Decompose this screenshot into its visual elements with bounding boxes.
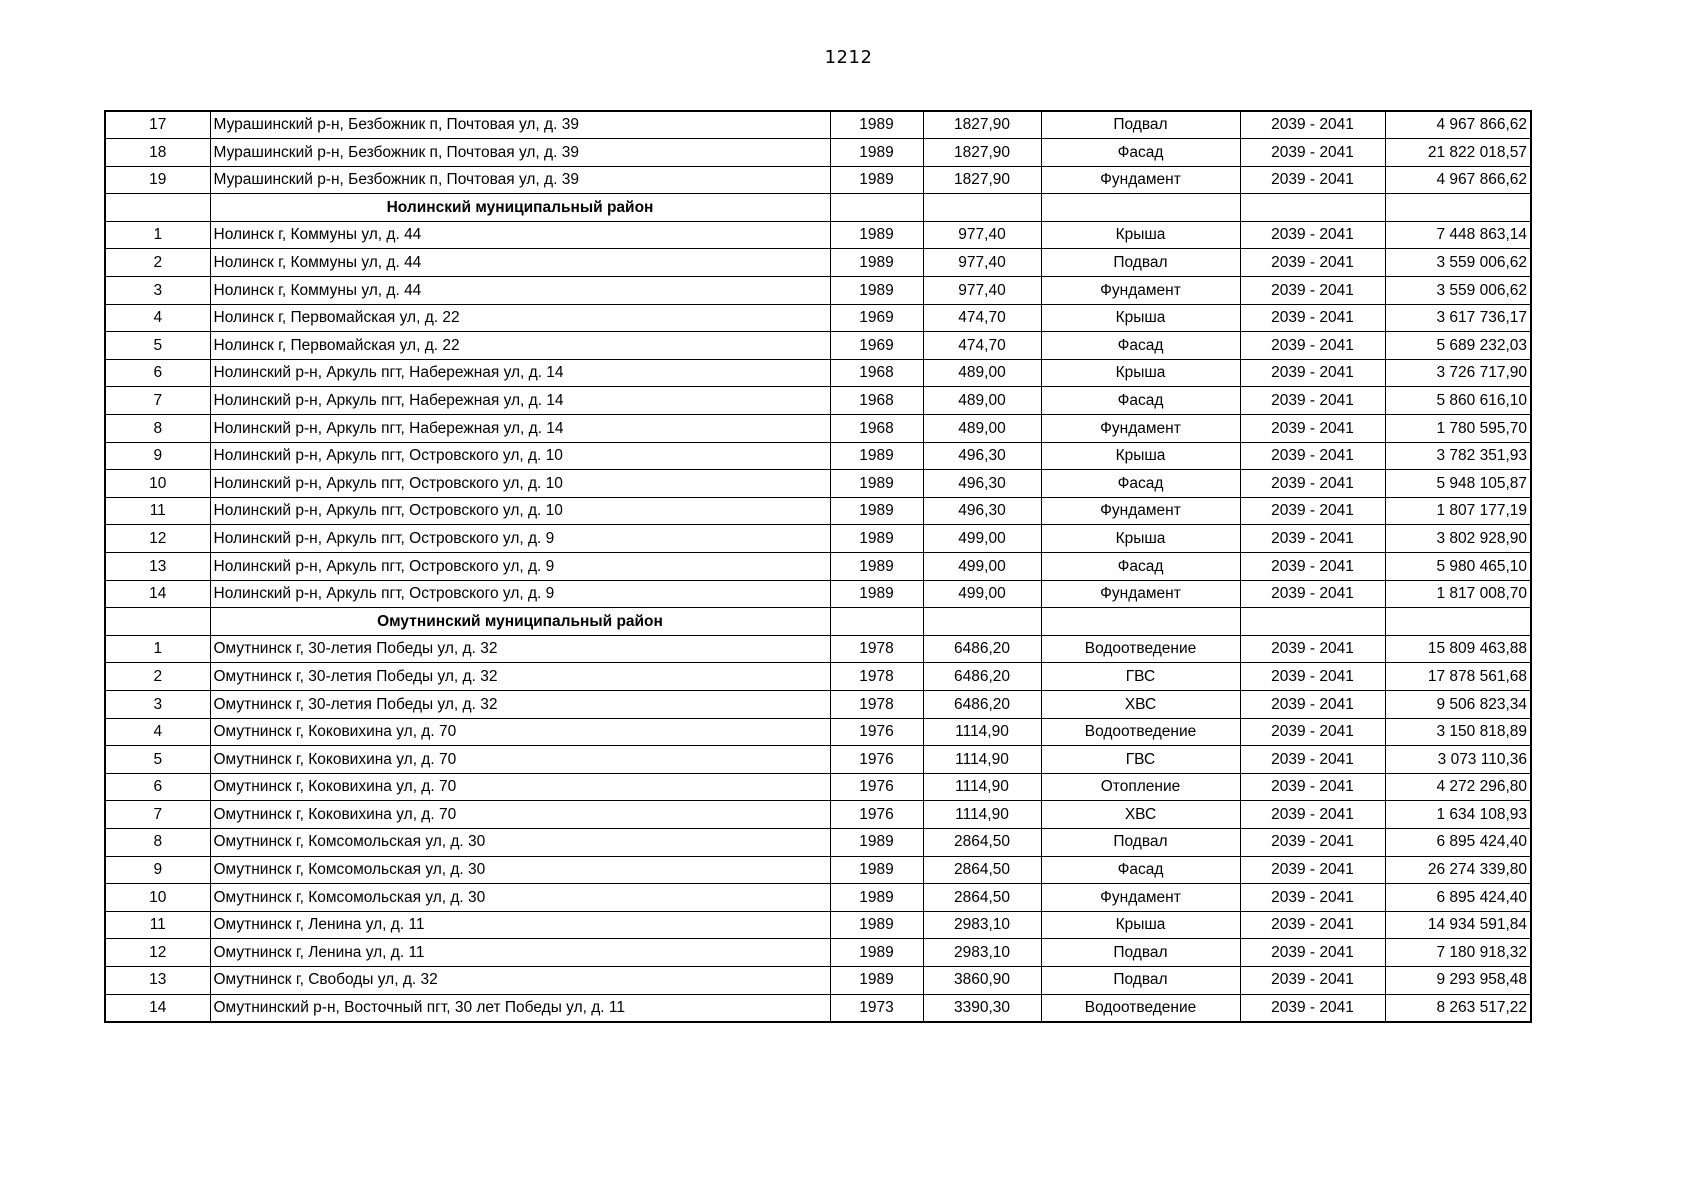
work-type-cell: Фасад — [1041, 387, 1240, 415]
area-cell: 1114,90 — [923, 801, 1041, 829]
empty-cell — [1041, 608, 1240, 636]
table-row — [105, 332, 1531, 360]
table-row — [105, 663, 1531, 691]
period-cell: 2039 - 2041 — [1240, 718, 1385, 746]
row-number: 10 — [105, 470, 210, 498]
cost-cell: 6 895 424,40 — [1385, 884, 1531, 912]
table-row — [105, 470, 1531, 498]
table-row — [105, 553, 1531, 581]
table-row — [105, 690, 1531, 718]
area-cell: 499,00 — [923, 580, 1041, 608]
work-type-cell: Фасад — [1041, 856, 1240, 884]
table-row — [105, 828, 1531, 856]
address-cell: Нолинский р-н, Аркуль пгт, Островского ул, д. 9 — [210, 580, 830, 608]
period-cell: 2039 - 2041 — [1240, 746, 1385, 774]
address-cell: Мурашинский р-н, Безбожник п, Почтовая ул, д. 39 — [210, 166, 830, 194]
empty-cell — [830, 608, 923, 636]
cost-cell: 3 782 351,93 — [1385, 442, 1531, 470]
period-cell: 2039 - 2041 — [1240, 525, 1385, 553]
address-cell: Нолинск г, Первомайская ул, д. 22 — [210, 332, 830, 360]
period-cell: 2039 - 2041 — [1240, 994, 1385, 1022]
row-number: 14 — [105, 994, 210, 1022]
area-cell: 499,00 — [923, 525, 1041, 553]
area-cell: 977,40 — [923, 221, 1041, 249]
period-cell: 2039 - 2041 — [1240, 387, 1385, 415]
period-cell: 2039 - 2041 — [1240, 580, 1385, 608]
table-row — [105, 525, 1531, 553]
row-number: 10 — [105, 884, 210, 912]
row-number: 12 — [105, 525, 210, 553]
area-cell: 2983,10 — [923, 939, 1041, 967]
address-cell: Омутнинский р-н, Восточный пгт, 30 лет Победы ул, д. 11 — [210, 994, 830, 1022]
row-number: 4 — [105, 304, 210, 332]
cost-cell: 14 934 591,84 — [1385, 911, 1531, 939]
year-cell: 1989 — [830, 966, 923, 994]
year-cell: 1976 — [830, 801, 923, 829]
area-cell: 1827,90 — [923, 111, 1041, 139]
period-cell: 2039 - 2041 — [1240, 801, 1385, 829]
empty-cell — [830, 194, 923, 222]
work-type-cell: Крыша — [1041, 221, 1240, 249]
period-cell: 2039 - 2041 — [1240, 249, 1385, 277]
work-type-cell: Подвал — [1041, 111, 1240, 139]
year-cell: 1989 — [830, 884, 923, 912]
table-row — [105, 801, 1531, 829]
area-cell: 977,40 — [923, 249, 1041, 277]
district-header-row — [105, 194, 1531, 222]
row-number: 4 — [105, 718, 210, 746]
year-cell: 1989 — [830, 442, 923, 470]
empty-cell — [923, 194, 1041, 222]
work-type-cell: ХВС — [1041, 690, 1240, 718]
period-cell: 2039 - 2041 — [1240, 304, 1385, 332]
work-type-cell: Фасад — [1041, 553, 1240, 581]
address-cell: Мурашинский р-н, Безбожник п, Почтовая ул, д. 39 — [210, 111, 830, 139]
row-number: 1 — [105, 221, 210, 249]
work-type-cell: Подвал — [1041, 828, 1240, 856]
year-cell: 1989 — [830, 553, 923, 581]
work-type-cell: Крыша — [1041, 304, 1240, 332]
cost-cell: 1 634 108,93 — [1385, 801, 1531, 829]
address-cell: Нолинский р-н, Аркуль пгт, Набережная ул, д. 14 — [210, 415, 830, 443]
period-cell: 2039 - 2041 — [1240, 635, 1385, 663]
table-row — [105, 994, 1531, 1022]
district-name: Нолинский муниципальный район — [210, 194, 830, 222]
year-cell: 1968 — [830, 359, 923, 387]
address-cell: Нолинский р-н, Аркуль пгт, Набережная ул, д. 14 — [210, 359, 830, 387]
address-cell: Омутнинск г, Свободы ул, д. 32 — [210, 966, 830, 994]
work-type-cell: Крыша — [1041, 359, 1240, 387]
year-cell: 1978 — [830, 690, 923, 718]
area-cell: 1114,90 — [923, 746, 1041, 774]
year-cell: 1989 — [830, 111, 923, 139]
area-cell: 2864,50 — [923, 828, 1041, 856]
district-header-row — [105, 608, 1531, 636]
address-cell: Омутнинск г, Коковихина ул, д. 70 — [210, 718, 830, 746]
repair-program-table — [104, 110, 1532, 1023]
address-cell: Нолинск г, Коммуны ул, д. 44 — [210, 249, 830, 277]
year-cell: 1989 — [830, 221, 923, 249]
table-row — [105, 139, 1531, 167]
area-cell: 474,70 — [923, 332, 1041, 360]
table-row — [105, 277, 1531, 305]
cost-cell: 1 807 177,19 — [1385, 497, 1531, 525]
work-type-cell: Подвал — [1041, 966, 1240, 994]
period-cell: 2039 - 2041 — [1240, 911, 1385, 939]
year-cell: 1968 — [830, 387, 923, 415]
year-cell: 1969 — [830, 332, 923, 360]
period-cell: 2039 - 2041 — [1240, 773, 1385, 801]
table-row — [105, 387, 1531, 415]
empty-cell — [1385, 608, 1531, 636]
cost-cell: 3 802 928,90 — [1385, 525, 1531, 553]
row-number: 8 — [105, 828, 210, 856]
year-cell: 1989 — [830, 856, 923, 884]
cost-cell: 3 559 006,62 — [1385, 277, 1531, 305]
year-cell: 1989 — [830, 139, 923, 167]
work-type-cell: Фундамент — [1041, 580, 1240, 608]
table-row — [105, 911, 1531, 939]
address-cell: Омутнинск г, Коковихина ул, д. 70 — [210, 746, 830, 774]
period-cell: 2039 - 2041 — [1240, 139, 1385, 167]
address-cell: Нолинский р-н, Аркуль пгт, Островского ул, д. 9 — [210, 553, 830, 581]
period-cell: 2039 - 2041 — [1240, 828, 1385, 856]
address-cell: Нолинский р-н, Аркуль пгт, Островского ул, д. 10 — [210, 442, 830, 470]
table-row — [105, 304, 1531, 332]
address-cell: Нолинск г, Коммуны ул, д. 44 — [210, 221, 830, 249]
cost-cell: 4 967 866,62 — [1385, 111, 1531, 139]
year-cell: 1989 — [830, 249, 923, 277]
area-cell: 489,00 — [923, 415, 1041, 443]
period-cell: 2039 - 2041 — [1240, 856, 1385, 884]
area-cell: 499,00 — [923, 553, 1041, 581]
table-body — [105, 111, 1531, 1022]
year-cell: 1968 — [830, 415, 923, 443]
year-cell: 1973 — [830, 994, 923, 1022]
work-type-cell: Крыша — [1041, 911, 1240, 939]
row-number: 14 — [105, 580, 210, 608]
row-number: 2 — [105, 249, 210, 277]
table-row — [105, 442, 1531, 470]
row-number: 18 — [105, 139, 210, 167]
table-row — [105, 580, 1531, 608]
year-cell: 1969 — [830, 304, 923, 332]
address-cell: Омутнинск г, Ленина ул, д. 11 — [210, 939, 830, 967]
area-cell: 2864,50 — [923, 884, 1041, 912]
work-type-cell: Фундамент — [1041, 166, 1240, 194]
year-cell: 1989 — [830, 277, 923, 305]
cost-cell: 5 860 616,10 — [1385, 387, 1531, 415]
year-cell: 1989 — [830, 580, 923, 608]
work-type-cell: Подвал — [1041, 249, 1240, 277]
area-cell: 2864,50 — [923, 856, 1041, 884]
work-type-cell: Фасад — [1041, 332, 1240, 360]
empty-cell — [1240, 194, 1385, 222]
period-cell: 2039 - 2041 — [1240, 939, 1385, 967]
year-cell: 1989 — [830, 828, 923, 856]
area-cell: 496,30 — [923, 470, 1041, 498]
year-cell: 1989 — [830, 911, 923, 939]
address-cell: Нолинский р-н, Аркуль пгт, Островского ул, д. 10 — [210, 497, 830, 525]
cost-cell: 9 293 958,48 — [1385, 966, 1531, 994]
row-number: 13 — [105, 553, 210, 581]
period-cell: 2039 - 2041 — [1240, 884, 1385, 912]
cost-cell: 4 967 866,62 — [1385, 166, 1531, 194]
table-row — [105, 746, 1531, 774]
work-type-cell: Отопление — [1041, 773, 1240, 801]
cost-cell: 3 559 006,62 — [1385, 249, 1531, 277]
work-type-cell: Фундамент — [1041, 277, 1240, 305]
table-row — [105, 635, 1531, 663]
work-type-cell: Фундамент — [1041, 497, 1240, 525]
area-cell: 6486,20 — [923, 635, 1041, 663]
area-cell: 1114,90 — [923, 718, 1041, 746]
year-cell: 1989 — [830, 166, 923, 194]
period-cell: 2039 - 2041 — [1240, 690, 1385, 718]
area-cell: 489,00 — [923, 387, 1041, 415]
row-number: 12 — [105, 939, 210, 967]
cost-cell: 3 617 736,17 — [1385, 304, 1531, 332]
year-cell: 1989 — [830, 525, 923, 553]
year-cell: 1978 — [830, 635, 923, 663]
cost-cell: 1 780 595,70 — [1385, 415, 1531, 443]
table-row — [105, 359, 1531, 387]
period-cell: 2039 - 2041 — [1240, 111, 1385, 139]
area-cell: 474,70 — [923, 304, 1041, 332]
cost-cell: 8 263 517,22 — [1385, 994, 1531, 1022]
row-number: 2 — [105, 663, 210, 691]
table-row — [105, 166, 1531, 194]
work-type-cell: Фундамент — [1041, 415, 1240, 443]
period-cell: 2039 - 2041 — [1240, 497, 1385, 525]
cost-cell: 7 448 863,14 — [1385, 221, 1531, 249]
empty-cell — [1041, 194, 1240, 222]
empty-cell — [105, 608, 210, 636]
row-number: 6 — [105, 773, 210, 801]
address-cell: Нолинск г, Первомайская ул, д. 22 — [210, 304, 830, 332]
area-cell: 977,40 — [923, 277, 1041, 305]
table-row — [105, 856, 1531, 884]
row-number: 8 — [105, 415, 210, 443]
table-row — [105, 884, 1531, 912]
area-cell: 6486,20 — [923, 690, 1041, 718]
row-number: 1 — [105, 635, 210, 663]
address-cell: Омутнинск г, 30-летия Победы ул, д. 32 — [210, 635, 830, 663]
row-number: 6 — [105, 359, 210, 387]
table-row — [105, 221, 1531, 249]
address-cell: Омутнинск г, Комсомольская ул, д. 30 — [210, 828, 830, 856]
area-cell: 496,30 — [923, 442, 1041, 470]
period-cell: 2039 - 2041 — [1240, 277, 1385, 305]
row-number: 13 — [105, 966, 210, 994]
year-cell: 1976 — [830, 773, 923, 801]
empty-cell — [923, 608, 1041, 636]
address-cell: Нолинский р-н, Аркуль пгт, Набережная ул, д. 14 — [210, 387, 830, 415]
year-cell: 1976 — [830, 746, 923, 774]
period-cell: 2039 - 2041 — [1240, 553, 1385, 581]
cost-cell: 5 689 232,03 — [1385, 332, 1531, 360]
row-number: 11 — [105, 497, 210, 525]
row-number: 7 — [105, 801, 210, 829]
work-type-cell: Фундамент — [1041, 884, 1240, 912]
row-number: 5 — [105, 746, 210, 774]
work-type-cell: Крыша — [1041, 442, 1240, 470]
address-cell: Омутнинск г, Коковихина ул, д. 70 — [210, 801, 830, 829]
cost-cell: 5 948 105,87 — [1385, 470, 1531, 498]
area-cell: 1827,90 — [923, 166, 1041, 194]
cost-cell: 3 726 717,90 — [1385, 359, 1531, 387]
address-cell: Омутнинск г, 30-летия Победы ул, д. 32 — [210, 690, 830, 718]
year-cell: 1989 — [830, 470, 923, 498]
address-cell: Нолинский р-н, Аркуль пгт, Островского ул, д. 10 — [210, 470, 830, 498]
row-number: 17 — [105, 111, 210, 139]
table-row — [105, 939, 1531, 967]
row-number: 19 — [105, 166, 210, 194]
district-name: Омутнинский муниципальный район — [210, 608, 830, 636]
table-row — [105, 718, 1531, 746]
row-number: 3 — [105, 277, 210, 305]
year-cell: 1976 — [830, 718, 923, 746]
address-cell: Омутнинск г, Комсомольская ул, д. 30 — [210, 856, 830, 884]
row-number: 3 — [105, 690, 210, 718]
row-number: 5 — [105, 332, 210, 360]
cost-cell: 1 817 008,70 — [1385, 580, 1531, 608]
area-cell: 6486,20 — [923, 663, 1041, 691]
address-cell: Нолинский р-н, Аркуль пгт, Островского ул, д. 9 — [210, 525, 830, 553]
area-cell: 1114,90 — [923, 773, 1041, 801]
year-cell: 1978 — [830, 663, 923, 691]
address-cell: Омутнинск г, Ленина ул, д. 11 — [210, 911, 830, 939]
period-cell: 2039 - 2041 — [1240, 442, 1385, 470]
table-row — [105, 966, 1531, 994]
cost-cell: 7 180 918,32 — [1385, 939, 1531, 967]
area-cell: 1827,90 — [923, 139, 1041, 167]
work-type-cell: Подвал — [1041, 939, 1240, 967]
area-cell: 3390,30 — [923, 994, 1041, 1022]
address-cell: Омутнинск г, 30-летия Победы ул, д. 32 — [210, 663, 830, 691]
table-row — [105, 497, 1531, 525]
table-row — [105, 415, 1531, 443]
cost-cell: 4 272 296,80 — [1385, 773, 1531, 801]
work-type-cell: Фасад — [1041, 470, 1240, 498]
work-type-cell: Фасад — [1041, 139, 1240, 167]
cost-cell: 6 895 424,40 — [1385, 828, 1531, 856]
cost-cell: 3 073 110,36 — [1385, 746, 1531, 774]
cost-cell: 3 150 818,89 — [1385, 718, 1531, 746]
area-cell: 2983,10 — [923, 911, 1041, 939]
empty-cell — [1385, 194, 1531, 222]
cost-cell: 21 822 018,57 — [1385, 139, 1531, 167]
cost-cell: 5 980 465,10 — [1385, 553, 1531, 581]
work-type-cell: Водоотведение — [1041, 635, 1240, 663]
cost-cell: 26 274 339,80 — [1385, 856, 1531, 884]
area-cell: 3860,90 — [923, 966, 1041, 994]
page-number: 1212 — [824, 47, 873, 68]
work-type-cell: ГВС — [1041, 663, 1240, 691]
period-cell: 2039 - 2041 — [1240, 166, 1385, 194]
period-cell: 2039 - 2041 — [1240, 966, 1385, 994]
work-type-cell: ГВС — [1041, 746, 1240, 774]
empty-cell — [105, 194, 210, 222]
area-cell: 496,30 — [923, 497, 1041, 525]
row-number: 7 — [105, 387, 210, 415]
period-cell: 2039 - 2041 — [1240, 221, 1385, 249]
year-cell: 1989 — [830, 497, 923, 525]
work-type-cell: ХВС — [1041, 801, 1240, 829]
row-number: 9 — [105, 442, 210, 470]
work-type-cell: Водоотведение — [1041, 718, 1240, 746]
work-type-cell: Водоотведение — [1041, 994, 1240, 1022]
area-cell: 489,00 — [923, 359, 1041, 387]
cost-cell: 9 506 823,34 — [1385, 690, 1531, 718]
period-cell: 2039 - 2041 — [1240, 332, 1385, 360]
period-cell: 2039 - 2041 — [1240, 470, 1385, 498]
cost-cell: 17 878 561,68 — [1385, 663, 1531, 691]
table-row — [105, 249, 1531, 277]
address-cell: Нолинск г, Коммуны ул, д. 44 — [210, 277, 830, 305]
address-cell: Мурашинский р-н, Безбожник п, Почтовая ул, д. 39 — [210, 139, 830, 167]
address-cell: Омутнинск г, Комсомольская ул, д. 30 — [210, 884, 830, 912]
period-cell: 2039 - 2041 — [1240, 359, 1385, 387]
address-cell: Омутнинск г, Коковихина ул, д. 70 — [210, 773, 830, 801]
empty-cell — [1240, 608, 1385, 636]
year-cell: 1989 — [830, 939, 923, 967]
row-number: 11 — [105, 911, 210, 939]
cost-cell: 15 809 463,88 — [1385, 635, 1531, 663]
table-row — [105, 111, 1531, 139]
period-cell: 2039 - 2041 — [1240, 663, 1385, 691]
table-row — [105, 773, 1531, 801]
row-number: 9 — [105, 856, 210, 884]
work-type-cell: Крыша — [1041, 525, 1240, 553]
period-cell: 2039 - 2041 — [1240, 415, 1385, 443]
